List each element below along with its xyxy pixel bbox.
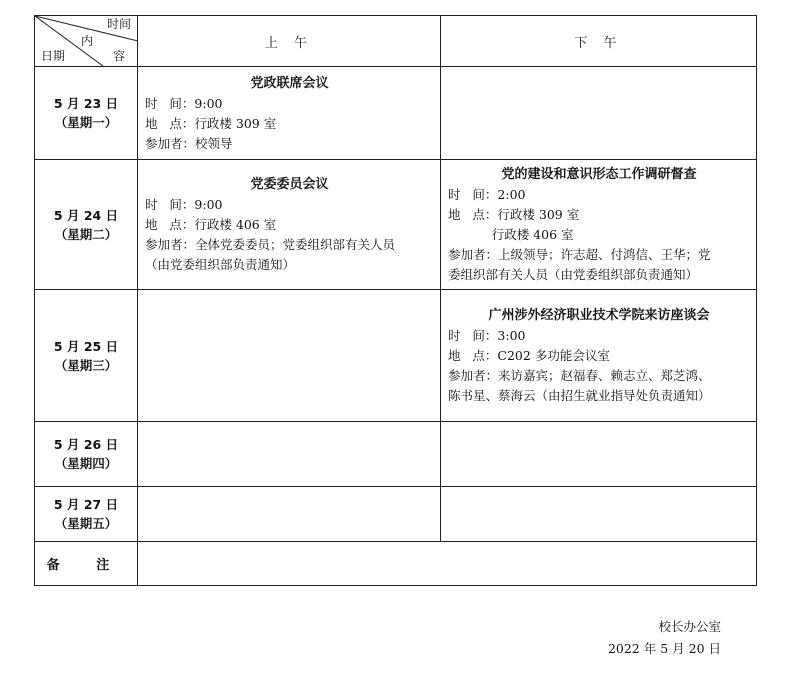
meeting-title: 广州涉外经济职业技术学院来访座谈会 (488, 308, 710, 323)
meeting-title: 党委委员会议 (250, 177, 329, 192)
afternoon-cell (441, 487, 757, 542)
meeting-time: 时 间：2:00 (448, 187, 526, 202)
table-row (35, 290, 757, 422)
meeting-title: 党的建设和意识形态工作调研督查 (501, 167, 697, 182)
meeting-location: 地 点：C202 多功能会议室 (448, 348, 610, 363)
date-cell (35, 290, 138, 422)
date-label: 5 月 26 日 (53, 437, 119, 452)
meeting-note: （由党委组织部负责通知） (145, 257, 296, 272)
remarks-row (35, 542, 757, 586)
corner-content-label-2: 容 (113, 49, 126, 63)
corner-content-label-1: 内 (81, 34, 94, 48)
morning-cell (138, 487, 441, 542)
weekday-label: （星期三） (54, 357, 118, 373)
date-label: 5 月 24 日 (53, 207, 119, 223)
date-cell (35, 487, 138, 542)
header-row (35, 16, 757, 67)
meeting-location-2: 行政楼 406 室 (448, 227, 574, 242)
afternoon-column-header: 下 午 (441, 16, 757, 67)
issue-date: 2022 年 5 月 20 日 (607, 641, 721, 656)
table-row (35, 422, 757, 487)
remarks-label: 备 注 (35, 542, 138, 586)
corner-header-cell (35, 16, 138, 67)
meeting-attendees: 参加者：上级领导；许志超、付鸿信、王华；党 (448, 247, 711, 262)
meeting-attendees: 参加者：校领导 (145, 135, 233, 151)
schedule-table (34, 15, 757, 586)
meeting-location: 地 点：行政楼 309 室 (145, 115, 277, 131)
afternoon-cell (441, 290, 757, 422)
table-row (35, 160, 757, 290)
meeting-location: 地 点：行政楼 309 室 (448, 207, 580, 222)
meeting-time: 时 间：9:00 (145, 95, 223, 111)
meeting-attendees: 参加者：全体党委委员；党委组织部有关人员 (145, 237, 396, 252)
date-label: 5 月 23 日 (53, 96, 119, 111)
afternoon-cell (441, 422, 757, 487)
weekday-label: （星期五） (54, 516, 118, 531)
morning-column-header: 上 午 (138, 16, 441, 67)
weekday-label: （星期一） (54, 115, 118, 130)
meeting-location: 地 点：行政楼 406 室 (145, 217, 277, 232)
date-cell (35, 160, 138, 290)
morning-cell (138, 160, 441, 290)
date-label: 5 月 25 日 (53, 338, 119, 354)
corner-time-label: 时间 (107, 17, 132, 31)
meeting-attendees: 参加者：来访嘉宾；赵福春、赖志立、郑芝鸿、 (448, 368, 711, 383)
remarks-content (138, 542, 757, 586)
table-row (35, 487, 757, 542)
date-cell (35, 67, 138, 160)
corner-date-label: 日期 (41, 49, 66, 63)
afternoon-cell (441, 160, 757, 290)
meeting-title: 党政联席会议 (250, 75, 329, 91)
date-cell (35, 422, 138, 487)
morning-cell (138, 67, 441, 160)
meeting-attendees-cont: 委组织部有关人员（由党委组织部负责通知） (448, 267, 699, 282)
issuer-office: 校长办公室 (658, 619, 721, 634)
weekday-label: （星期二） (54, 226, 118, 242)
meeting-attendees-cont: 陈书星、蔡海云（由招生就业指导处负责通知） (448, 388, 711, 403)
morning-cell (138, 290, 441, 422)
morning-cell (138, 422, 441, 487)
afternoon-cell (441, 67, 757, 160)
meeting-time: 时 间：9:00 (145, 197, 223, 212)
meeting-time: 时 间：3:00 (448, 328, 526, 343)
weekday-label: （星期四） (54, 456, 118, 471)
table-row (35, 67, 757, 160)
date-label: 5 月 27 日 (53, 497, 119, 512)
